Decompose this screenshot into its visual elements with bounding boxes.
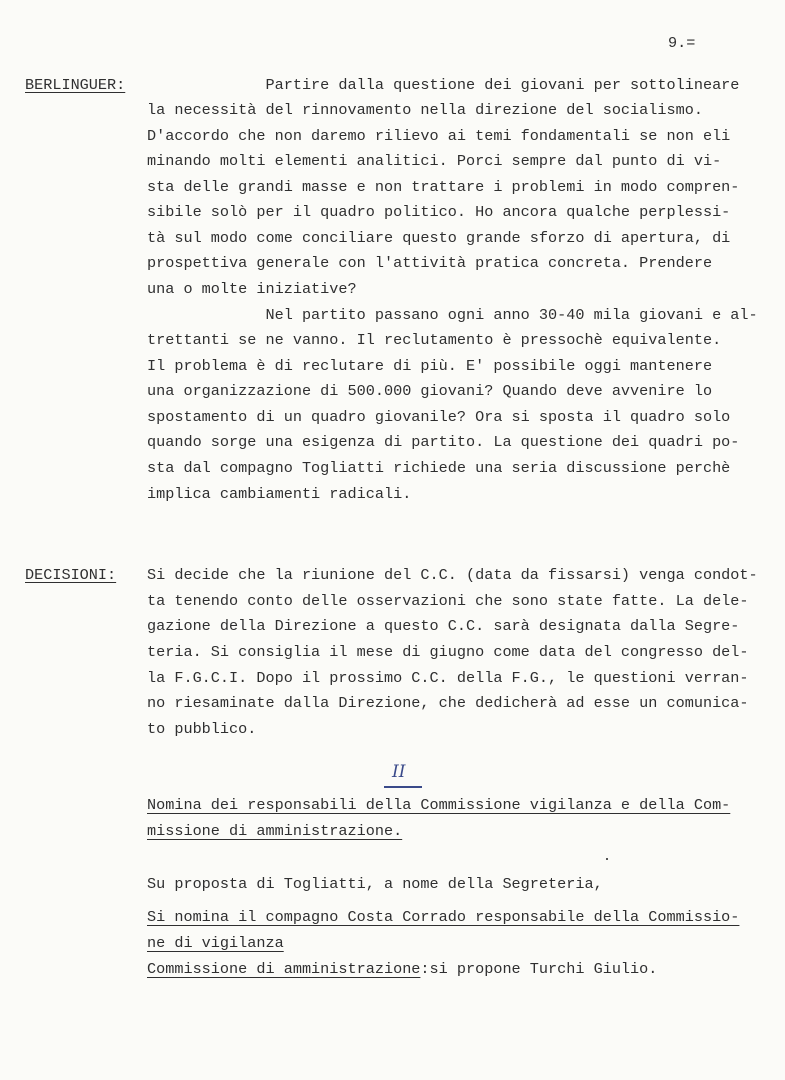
text-line: una organizzazione di 500.000 giovani? Quando deve avvenire lo <box>147 382 713 400</box>
text-line: Nel partito passano ogni anno 30-40 mila giovani e al- <box>147 306 758 324</box>
text-line: sta delle grandi masse e non trattare i problemi in modo compren- <box>147 178 740 196</box>
admin-line <box>147 960 657 978</box>
text-line: sta dal compagno Togliatti richiede una seria discussione perchè <box>147 459 731 477</box>
decisions-label: DECISIONI: <box>25 566 117 584</box>
text-line: Si decide che la riunione del C.C. (data da fissarsi) venga condot- <box>147 566 758 584</box>
text-line: no riesaminate dalla Direzione, che dedicherà ad esse un comunica- <box>147 694 749 712</box>
text-line: teria. Si consiglia il mese di giugno come data del congresso del- <box>147 643 749 661</box>
text-line: trettanti se ne vanno. Il reclutamento è pressochè equivalente. <box>147 331 722 349</box>
speaker-label: BERLINGUER: <box>25 76 126 94</box>
nomination-line: ne di vigilanza <box>147 934 284 952</box>
ink-dot <box>606 858 608 860</box>
text-line: sibile solò per il quadro politico. Ho ancora qualche perplessi- <box>147 203 731 221</box>
nomination-line: Si nomina il compagno Costa Corrado responsabile della Commissio- <box>147 908 740 926</box>
proposal-line: Su proposta di Togliatti, a nome della Segreteria, <box>147 875 603 893</box>
text-line: to pubblico. <box>147 720 257 738</box>
heading-line: missione di amministrazione. <box>147 822 403 840</box>
text-line: la F.G.C.I. Dopo il prossimo C.C. della F.G., le questioni verran- <box>147 669 749 687</box>
text-line: minando molti elementi analitici. Porci sempre dal punto di vi- <box>147 152 722 170</box>
admin-label: Commissione di amministrazione <box>147 960 421 978</box>
text-line: la necessità del rinnovamento nella direzione del socialismo. <box>147 101 703 119</box>
text-line: ta tenendo conto delle osservazioni che sono state fatte. La dele- <box>147 592 749 610</box>
text-line: spostamento di un quadro giovanile? Ora si sposta il quadro solo <box>147 408 731 426</box>
heading-line: Nomina dei responsabili della Commissione vigilanza e della Com- <box>147 796 731 814</box>
page-number: 9.= <box>668 34 696 52</box>
text-line: prospettiva generale con l'attività pratica concreta. Prendere <box>147 254 713 272</box>
text-line: tà sul modo come conciliare questo grande sforzo di apertura, di <box>147 229 731 247</box>
handwritten-underline <box>384 786 422 788</box>
text-line: una o molte iniziative? <box>147 280 357 298</box>
section-roman-numeral: II <box>392 762 406 782</box>
text-line: implica cambiamenti radicali. <box>147 485 412 503</box>
text-line: gazione della Direzione a questo C.C. sarà designata dalla Segre- <box>147 617 740 635</box>
text-line: quando sorge una esigenza di partito. La questione dei quadri po- <box>147 433 740 451</box>
text-line: Partire dalla questione dei giovani per sottolineare <box>147 76 740 94</box>
text-line: Il problema è di reclutare di più. E' possibile oggi mantenere <box>147 357 713 375</box>
admin-proposal: :si propone Turchi Giulio. <box>420 960 658 978</box>
text-line: D'accordo che non daremo rilievo ai temi fondamentali se non eli <box>147 127 731 145</box>
